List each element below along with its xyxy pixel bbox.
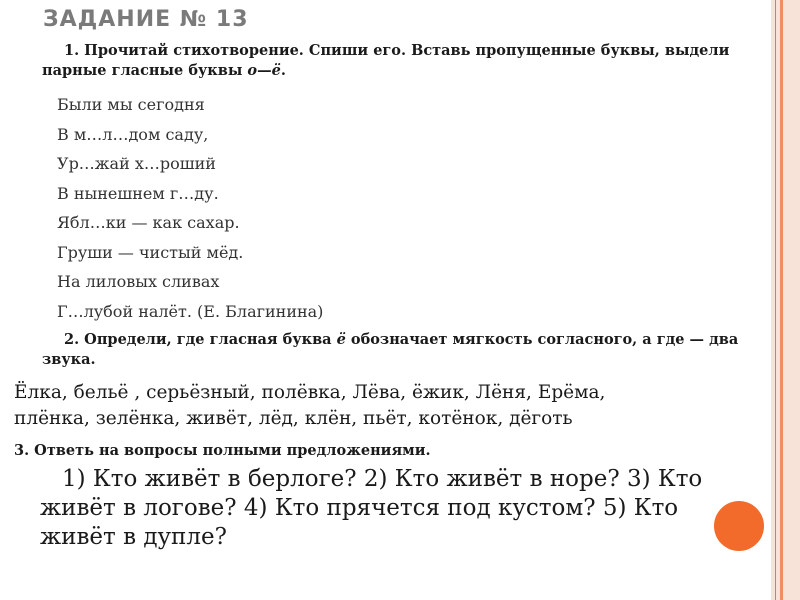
- poem-line: Были мы сегодня: [57, 95, 205, 114]
- task-2-instruction: [42, 330, 777, 370]
- poem-line: В м…л…дом саду,: [57, 124, 209, 144]
- task-2-end: обозначает мягкость согласного, а где — два звука.: [42, 331, 739, 368]
- task-1-text: 1. Прочитай стихотворение. Спиши его. Вставь пропущенные буквы, выдели парные гласные буквы: [42, 42, 730, 79]
- right-decorative-border: [771, 0, 800, 600]
- decorative-orange-circle: [714, 501, 764, 551]
- task-1-instruction: [42, 41, 777, 81]
- task-3-instruction: 3. Ответь на вопросы полными предложениями.: [14, 442, 431, 459]
- poem-line: В нынешнем г…ду.: [57, 183, 219, 203]
- poem-line: Ябл…ки — как сахар.: [57, 213, 240, 232]
- task-1-end: .: [280, 62, 286, 79]
- poem-line: Груши — чистый мёд.: [57, 242, 244, 262]
- task-2-emphasis: ё: [336, 331, 346, 348]
- poem-line: На лиловых сливах: [57, 272, 220, 291]
- questions-text: 1) Кто живёт в берлоге? 2) Кто живёт в норе? 3) Кто живёт в логове? 4) Кто прячется под кустом? 5) Кто живёт в дупле?: [40, 466, 703, 550]
- task-2-text: 2. Определи, где гласная буква: [64, 331, 337, 348]
- word-list: [14, 380, 605, 432]
- word-list-line: плёнка, зелёнка, живёт, лёд, клён, пьёт, котёнок, дёготь: [14, 408, 573, 429]
- poem-line: Г…лубой налёт. (Е. Благинина): [57, 301, 324, 321]
- poem-line: Ур…жай х…роший: [57, 154, 216, 173]
- slide-title: ЗАДАНИЕ № 13: [43, 7, 249, 32]
- poem: [57, 90, 323, 326]
- task-1-emphasis: о—ё: [247, 62, 281, 79]
- word-list-line: Ёлка, бельё , серьёзный, полёвка, Лёва, ёжик, Лёня, Ерёма,: [14, 382, 606, 403]
